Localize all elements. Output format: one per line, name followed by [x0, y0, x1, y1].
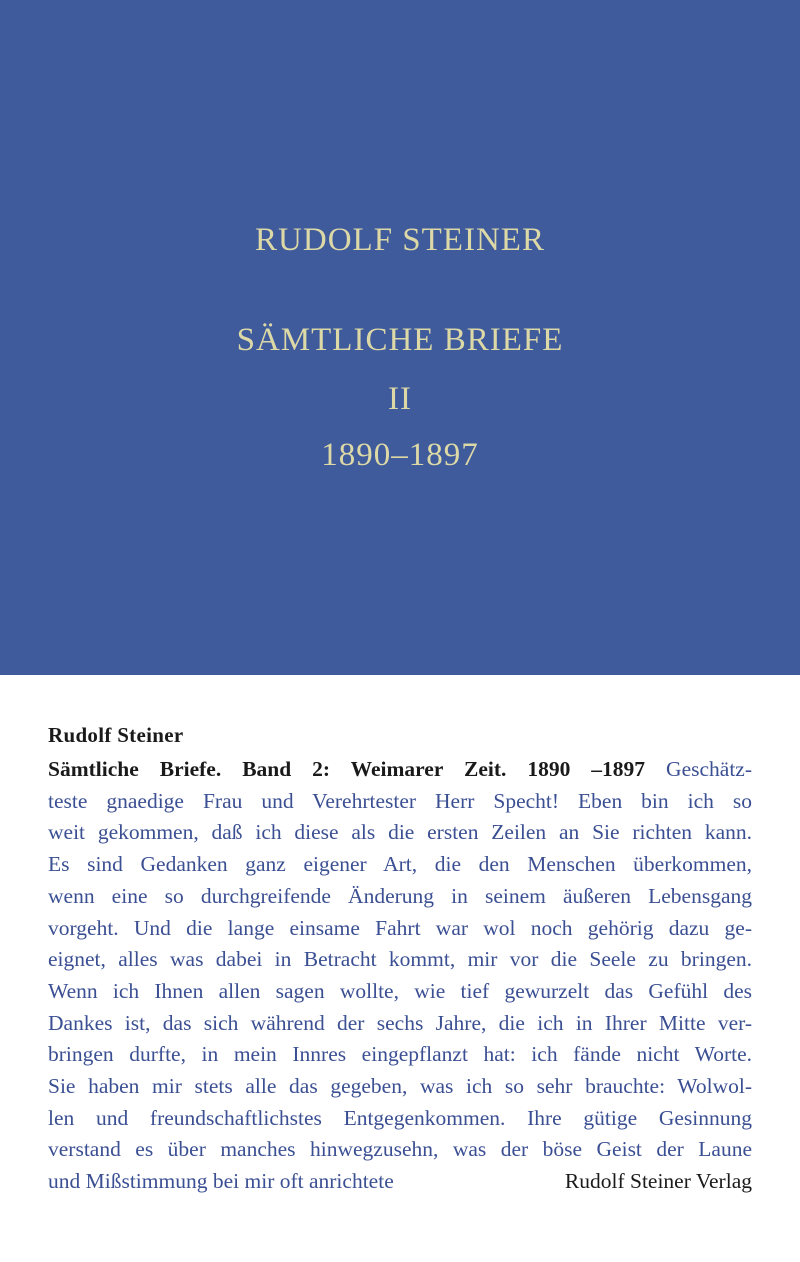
- cover-blurb: [48, 718, 752, 1198]
- excerpt-line: Wenn ich Ihnen allen sagen wollte, wie tief gewurzelt das Gefühl des: [48, 978, 752, 1003]
- excerpt-line: Sie haben mir stets alle das gegeben, was ich so sehr brauchte: Wolwol-: [48, 1074, 752, 1099]
- excerpt-line: wenn eine so durchgreifende Änderung in seinem äußeren Lebensgang: [48, 883, 752, 908]
- excerpt-line: vorgeht. Und die lange einsame Fahrt war wol noch gehörig dazu ge-: [48, 915, 752, 940]
- excerpt-line: verstand es über manches hinwegzusehn, was der böse Geist der Laune: [48, 1137, 752, 1162]
- excerpt-line: und Mißstimmung bei mir oft anrichtete: [48, 1169, 394, 1194]
- cover-series-title: SÄMTLICHE BRIEFE: [236, 322, 564, 358]
- cover-volume: II: [388, 381, 412, 417]
- blurb-author: Rudolf Steiner: [48, 723, 184, 747]
- cover-years: 1890–1897: [321, 437, 479, 473]
- excerpt-line: bringen durfte, in mein Innres eingepflanzt hat: ich fände nicht Worte.: [48, 1042, 752, 1067]
- excerpt-line: teste gnaedige Frau und Verehrtester Herr Specht! Eben bin ich so: [48, 788, 752, 813]
- excerpt-line: eignet, alles was dabei in Betracht kommt, mir vor die Seele zu bringen.: [48, 947, 752, 972]
- blurb-title: Sämtliche Briefe. Band 2: Weimarer Zeit. 1890 –1897: [48, 757, 646, 781]
- blurb-last-line: [48, 1166, 752, 1198]
- blurb-excerpt: [48, 754, 752, 1198]
- excerpt-line: Es sind Gedanken ganz eigener Art, die den Menschen überkommen,: [48, 852, 752, 877]
- cover-author: RUDOLF STEINER: [255, 222, 545, 258]
- blurb-first-line: [48, 754, 752, 786]
- excerpt-line: Geschätz-: [666, 757, 752, 781]
- excerpt-line: len und freundschaftlichstes Entgegenkommen. Ihre gütige Gesinnung: [48, 1105, 752, 1130]
- excerpt-line: weit gekommen, daß ich diese als die ersten Zeilen an Sie richten kann.: [48, 820, 752, 845]
- publisher-name: Rudolf Steiner Verlag: [564, 1169, 752, 1194]
- excerpt-line: Dankes ist, das sich während der sechs Jahre, die ich in Ihrer Mitte ver-: [48, 1010, 752, 1035]
